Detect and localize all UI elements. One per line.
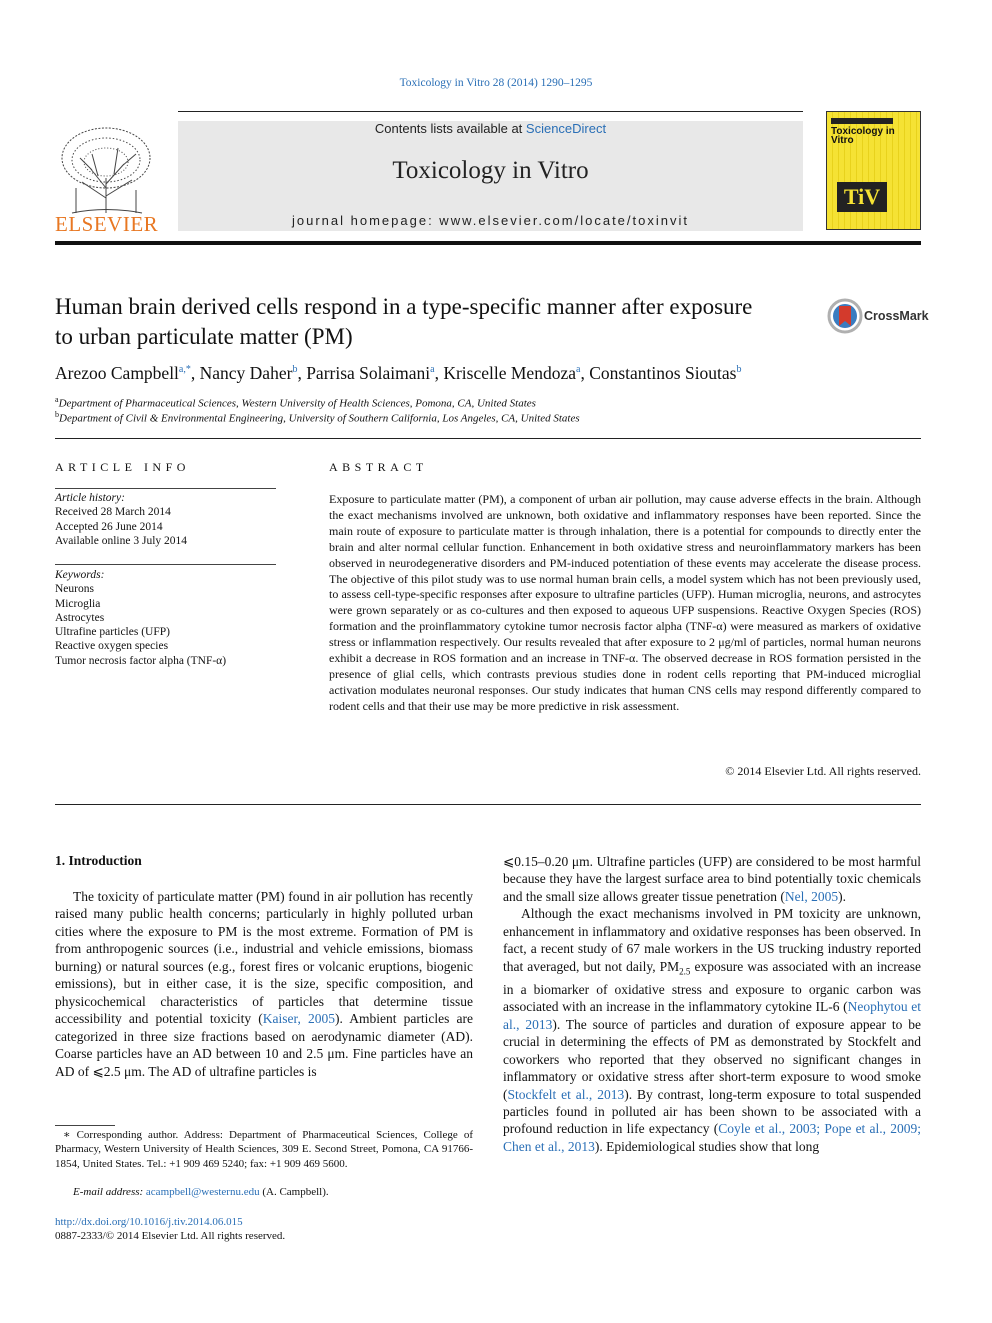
issn-line: 0887-2333/© 2014 Elsevier Ltd. All rights reserved. [55,1230,286,1242]
affiliation-rule [55,438,921,439]
online-date: Available online 3 July 2014 [55,534,188,547]
keyword: Neurons [55,583,94,596]
affiliation-marker: a [55,395,59,404]
sciencedirect-link[interactable]: ScienceDirect [525,121,607,136]
author-separator: , [434,363,444,383]
keywords-label: Keywords: [55,569,105,581]
history-label: Article history: [55,492,125,504]
affiliation-b [55,410,580,425]
author-name[interactable]: Constantinos Sioutas [589,363,737,383]
abstract-copyright: © 2014 Elsevier Ltd. All rights reserved. [725,764,921,778]
pm-subscript: 2.5 [679,966,691,977]
journal-homepage[interactable]: journal homepage: www.elsevier.com/locate/toxinvit [292,213,689,228]
affiliation-a [55,395,536,410]
author-affil-sup[interactable]: a,* [178,364,191,375]
affiliation-text: Department of Civil & Environmental Engineering, University of Southern California, Los Angeles, CA, United States [59,412,580,425]
intro-text: Although the exact mechanisms involved in PM toxicity are unknown, enhancement in inflammatory and oxidative responses has been observed. In fact, a recent study of 67 male workers in the US trucking industry reported that averaged, but not daily, PM [503,906,921,974]
keyword: Ultrafine particles (UFP) [55,626,170,639]
author-name[interactable]: Parrisa Solaimani [306,363,431,383]
affiliation-text: Department of Pharmaceutical Sciences, Western University of Health Sciences, Pomona, CA, United States [58,397,536,410]
keyword: Microglia [55,597,101,610]
author-affil-sup[interactable]: a [430,364,435,375]
header-rule [178,111,803,112]
author-affil-sup[interactable]: a [575,364,581,375]
corresponding-author-footnote: ∗ Corresponding author. Address: Department of Pharmaceutical Sciences, College of Pharmacy, Western University of Health Sciences, 309 E. Second Street, Pomona, CA 91766-1854, United States. Tel.: +1 909 469 5240; fax: +1 909 469 5600. [55,1129,473,1170]
intro-text: ). The source of particles and duration of exposure appear to be crucial in determining the effects of PM as demonstrated by Stockfelt and coworkers who reported that they observed no significant changes in inflammatory or oxidative stress after short-term exposure to wood smoke ( [503,1016,921,1102]
keyword: Astrocytes [55,611,105,624]
crossmark-label[interactable]: CrossMark [864,309,929,323]
article-title: Human brain derived cells respond in a type-specific manner after exposure to urban particulate matter (PM) [55,294,753,349]
article-info-rule [55,488,276,489]
abstract-heading: ABSTRACT [329,460,428,474]
journal-cover [826,111,921,230]
cover-band [831,118,893,124]
citation-link[interactable]: Coyle et al., 2003; Pope et al., 2009; Chen et al., 2013 [503,1121,921,1154]
elsevier-wordmark: ELSEVIER [55,212,159,236]
abstract-rule [55,804,921,805]
citation-link[interactable]: Stockfelt et al., 2013 [507,1086,625,1102]
doi-link[interactable]: http://dx.doi.org/10.1016/j.tiv.2014.06.015 [55,1216,243,1228]
keyword: Reactive oxygen species [55,640,169,653]
citation-link[interactable]: Kaiser, 2005 [262,1011,335,1027]
footnote-rule [55,1125,115,1126]
cover-badge: TiV [837,182,887,212]
intro-text: ). By contrast, long-term exposure to total suspended particles found in polluted air has been shown to be associated with a profound reduction in life expectancy ( [503,1086,921,1137]
intro-paragraph [503,905,921,1155]
header-thick-rule [55,241,921,245]
journal-title: Toxicology in Vitro [392,157,589,184]
journal-citation[interactable]: Toxicology in Vitro 28 (2014) 1290–1295 [399,77,593,89]
intro-text: exposure was associated with an increase in a biomarker of oxidative stress and exposure to organic carbon was associated with an increase in the inflammatory cytokine IL-6 ( [503,958,921,1015]
author-list [55,363,921,384]
keywords-rule [55,564,276,565]
intro-text: ). Ambient particles are categorized in three size fractions based on aerodynamic diameter (AD). Coarse particles have an AD between 10 and 2.5 μm. Fine particles have an AD of ⩽2.5 μm. The AD of ultrafine particles is [55,1011,474,1079]
affiliation-marker: b [55,410,59,419]
author-separator: , [580,363,590,383]
article-history [55,491,285,548]
contents-line [178,121,803,136]
received-date: Received 28 March 2014 [55,506,171,519]
contents-prefix: Contents lists available at [374,121,526,136]
email-suffix: (A. Campbell). [259,1186,329,1198]
intro-paragraph [503,853,921,905]
keywords-block [55,568,285,668]
crossmark-icon[interactable] [827,298,863,334]
intro-text: ). Epidemiological studies show that long [594,1138,820,1154]
intro-left-column [55,888,473,1080]
author-name[interactable]: Kriscelle Mendoza [443,363,576,383]
citation-link[interactable]: Nel, 2005 [784,888,839,904]
author-separator: , [297,363,307,383]
intro-text: ⩽0.15–0.20 μm. Ultrafine particles (UFP) are considered to be most harmful because they have the largest surface area to bind potentially toxic chemicals and the small size allows greater tissue penetration ( [503,854,921,904]
keyword: Tumor necrosis factor alpha (TNF-α) [55,654,227,667]
email-link[interactable]: acampbell@westernu.edu [145,1186,260,1198]
author-affil-sup[interactable]: b [736,364,742,375]
intro-right-column [503,853,921,1155]
author-separator: , [190,363,200,383]
intro-text: The toxicity of particulate matter (PM) found in air pollution has recently raised many public health concerns; particularly in highly polluted urban cities where the exposure to PM is the most extreme. Formation of PM is from anthropogenic sources (i.e., industrial and vehicle emissions, biomass burning) or natural sources (e.g., forest fires or volcanic eruptions, biogenic emissions), but in either case, it is the size, specific composition, and physicochemical characteristics of particles that determine tissue accessibility and potential toxicity ( [55,889,473,1027]
abstract-text: Exposure to particulate matter (PM), a component of urban air pollution, may cause adverse effects in the brain. Although the exact mechanisms involved are unknown, both oxidative and inflammatory responses have been reported. Since the main route of exposure to particulate matter is through inhalation, there is a potential for compounds to directly enter the brain and alter normal cellular function. Enhancement in both oxidative stress and neuroinflammatory markers has been observed in neurodegenerative disorders and PM-induced potentiation of these events may accelerate the disease process. The objective of this pilot study was to use normal human brain cells, a model system which has not been previously used, to assess cell-type-specific responses after exposure to ultrafine particles (UFP). Human microglia, neurons, and astrocytes were grown separately or as co-cultures and then exposed to aqueous UFP suspensions. Reactive Oxygen Species (ROS) formation and the proinflammatory cytokine tumor necrosis factor alpha (TNF-α) were measured as markers of oxidative stress or inflammation respectively. Our results revealed that after exposure to 2 μg/ml of particles, normal human neurons exhibit a decrease in ROS formation and an increase in TNF-α. The observed decrease in ROS formation persisted in the presence of glial cells, which contrasts previous studies done in rodent cells reporting that PM-induced microglial activation modulates neuronal responses. Our study indicates that human CNS cells may respond differently compared to rodent cells and that their use may be more predictive in risk assessment. [329,492,921,713]
accepted-date: Accepted 26 June 2014 [55,520,163,533]
author-affil-sup[interactable]: b [292,364,298,375]
author-name[interactable]: Arezoo Campbell [55,363,179,383]
cover-title: Toxicology in Vitro [831,126,895,146]
intro-text: ). [838,888,847,904]
citation-link[interactable]: Neophytou et al., 2013 [503,999,921,1032]
introduction-heading: 1. Introduction [55,853,142,868]
email-line [73,1186,329,1198]
article-info-heading: ARTICLE INFO [55,460,190,474]
author-name[interactable]: Nancy Daher [199,363,293,383]
email-label: E-mail address: [73,1186,144,1198]
